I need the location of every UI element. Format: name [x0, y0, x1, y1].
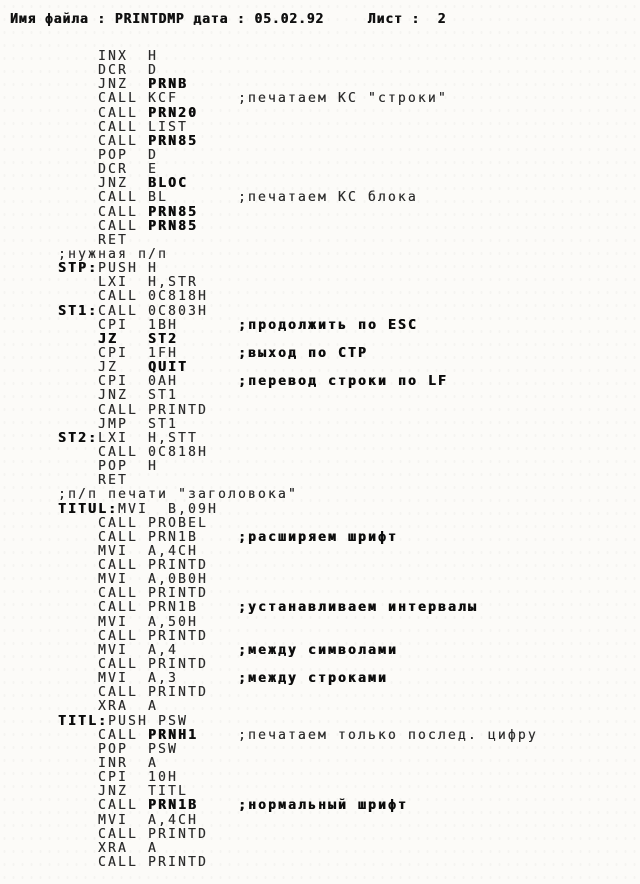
- code-segment: ST1:: [58, 303, 98, 319]
- code-line: [58, 743, 538, 757]
- code-segment: DCR D: [58, 63, 158, 79]
- code-line: [58, 375, 538, 389]
- code-segment: PRN85: [147, 204, 198, 220]
- code-line: [58, 50, 538, 64]
- code-segment: ;п/п печати "заголовока": [58, 487, 298, 503]
- code-line: [58, 107, 538, 121]
- code-line: [58, 715, 538, 729]
- code-segment: CALL PRINTD: [58, 826, 208, 842]
- code-segment: JMP ST1: [58, 416, 178, 432]
- code-segment: JNZ: [58, 176, 148, 192]
- code-segment: PRN1B: [147, 798, 198, 814]
- code-line: [58, 290, 538, 304]
- code-segment: STP:: [58, 261, 98, 277]
- code-line: [58, 319, 538, 333]
- code-segment: ;между строками: [237, 671, 388, 687]
- code-segment: DCR E: [58, 162, 158, 178]
- code-line: [58, 503, 538, 517]
- code-line: [58, 488, 538, 502]
- code-segment: MVI A,3: [58, 671, 238, 687]
- code-segment: XRA A: [58, 699, 158, 715]
- code-line: [58, 276, 538, 290]
- code-segment: PRN85: [147, 133, 198, 149]
- code-line: [58, 658, 538, 672]
- code-segment: CALL: [58, 798, 148, 814]
- code-segment: CALL 0C818H: [58, 444, 208, 460]
- code-line: [58, 135, 538, 149]
- code-segment: ;продолжить по ESC: [237, 317, 418, 333]
- code-segment: CALL: [58, 204, 148, 220]
- code-line: [58, 814, 538, 828]
- code-line: [58, 601, 538, 615]
- code-segment: BLOC: [147, 176, 188, 192]
- code-line: [58, 92, 538, 106]
- code-segment: CALL: [58, 105, 148, 121]
- code-line: [58, 517, 538, 531]
- code-line: [58, 545, 538, 559]
- code-segment: CPI 1FH: [58, 345, 238, 361]
- code-segment: CALL: [58, 218, 148, 234]
- code-segment: MVI A,4: [58, 642, 238, 658]
- code-segment: ;выход по CTP: [237, 345, 368, 361]
- code-segment: PUSH PSW: [107, 713, 188, 729]
- code-segment: CALL PRINTD: [58, 628, 208, 644]
- code-segment: PRNB: [147, 77, 188, 93]
- code-segment: ;нормальный шрифт: [237, 798, 408, 814]
- code-line: [58, 78, 538, 92]
- code-line: [58, 757, 538, 771]
- code-line: [58, 432, 538, 446]
- code-line: [58, 177, 538, 191]
- code-segment: ;между символами: [237, 642, 398, 658]
- code-line: [58, 163, 538, 177]
- code-line: [58, 559, 538, 573]
- code-line: [58, 587, 538, 601]
- code-segment: ;перевод строки по LF: [237, 374, 448, 390]
- code-segment: CALL PRINTD: [58, 402, 208, 418]
- code-line: [58, 828, 538, 842]
- code-segment: CALL PRINTD: [58, 586, 208, 602]
- code-line: [58, 672, 538, 686]
- code-line: [58, 771, 538, 785]
- code-line: [58, 474, 538, 488]
- code-line: [58, 531, 538, 545]
- code-line: [58, 220, 538, 234]
- code-line: [58, 191, 538, 205]
- code-segment: XRA A: [58, 840, 158, 856]
- code-segment: RET: [58, 473, 128, 489]
- code-segment: CPI 1BH: [58, 317, 238, 333]
- code-segment: QUIT: [147, 360, 188, 376]
- code-segment: ST2:: [58, 430, 98, 446]
- code-segment: JNZ ST1: [58, 388, 178, 404]
- code-segment: [198, 798, 238, 813]
- code-segment: CALL PRINTD: [58, 558, 208, 574]
- code-line: [58, 248, 538, 262]
- code-line: [58, 347, 538, 361]
- code-segment: CALL PRINTD: [58, 657, 208, 673]
- code-line: [58, 305, 538, 319]
- assembly-code-listing: [58, 50, 538, 870]
- code-segment: CALL PROBEL: [58, 515, 208, 531]
- code-segment: LXI H,STR: [58, 275, 198, 291]
- code-segment: LXI H,STT: [98, 430, 198, 446]
- code-segment: CALL PRN1B: [58, 529, 238, 545]
- code-segment: INR A: [58, 756, 158, 772]
- code-segment: JNZ: [58, 77, 148, 93]
- code-line: [58, 389, 538, 403]
- code-segment: RET: [58, 232, 128, 248]
- code-segment: CALL BL ;печатаем КС блока: [58, 190, 418, 206]
- code-segment: JZ: [58, 360, 148, 376]
- code-line: [58, 361, 538, 375]
- code-segment: CALL: [58, 727, 148, 743]
- code-line: [58, 630, 538, 644]
- code-line: [58, 64, 538, 78]
- code-segment: ;расширяем шрифт: [237, 529, 398, 545]
- code-line: [58, 418, 538, 432]
- code-segment: ;устанавливаем интервалы: [237, 600, 478, 616]
- code-segment: [58, 332, 98, 347]
- code-segment: ;нужная п/п: [58, 246, 168, 262]
- code-line: [58, 234, 538, 248]
- code-line: [58, 404, 538, 418]
- code-segment: POP PSW: [58, 741, 178, 757]
- code-segment: JZ ST2: [98, 331, 178, 347]
- code-segment: MVI A,50H: [58, 614, 198, 630]
- code-segment: PRN20: [147, 105, 198, 121]
- code-segment: CALL 0C803H: [98, 303, 208, 319]
- code-segment: CALL 0C818H: [58, 289, 208, 305]
- code-segment: ;печатаем только послед. цифру: [197, 727, 538, 743]
- code-line: [58, 206, 538, 220]
- code-segment: CALL KCF ;печатаем КС "строки": [58, 91, 448, 107]
- code-line: [58, 856, 538, 870]
- listing-header: Имя файла : PRINTDMP дата : 05.02.92 Лист : 2: [10, 12, 447, 27]
- code-segment: CALL LIST: [58, 119, 188, 135]
- code-line: [58, 785, 538, 799]
- code-segment: CALL: [58, 133, 148, 149]
- code-line: [58, 446, 538, 460]
- code-segment: PUSH H: [98, 261, 158, 277]
- code-segment: CPI 10H: [58, 770, 178, 786]
- code-line: [58, 842, 538, 856]
- code-segment: MVI A,4CH: [58, 543, 198, 559]
- code-line: [58, 799, 538, 813]
- code-segment: CALL PRINTD: [58, 855, 208, 871]
- code-segment: PRN85: [147, 218, 198, 234]
- code-segment: CPI 0AH: [58, 374, 238, 390]
- code-line: [58, 262, 538, 276]
- code-segment: TITUL:: [58, 501, 118, 517]
- code-line: [58, 686, 538, 700]
- code-segment: CALL PRINTD: [58, 685, 208, 701]
- code-line: [58, 729, 538, 743]
- code-segment: TITL:: [58, 713, 108, 729]
- code-line: [58, 460, 538, 474]
- code-segment: CALL PRN1B: [58, 600, 238, 616]
- code-line: [58, 149, 538, 163]
- code-segment: MVI B,09H: [117, 501, 218, 517]
- code-line: [58, 616, 538, 630]
- code-segment: POP D: [58, 147, 158, 163]
- code-segment: POP H: [58, 459, 158, 475]
- code-line: [58, 700, 538, 714]
- code-segment: MVI A,0B0H: [58, 572, 208, 588]
- code-segment: JNZ TITL: [58, 784, 188, 800]
- code-line: [58, 333, 538, 347]
- code-line: [58, 121, 538, 135]
- code-line: [58, 644, 538, 658]
- code-segment: INX H: [58, 49, 158, 64]
- code-line: [58, 573, 538, 587]
- code-segment: MVI A,4CH: [58, 812, 198, 828]
- code-segment: PRNH1: [147, 727, 198, 743]
